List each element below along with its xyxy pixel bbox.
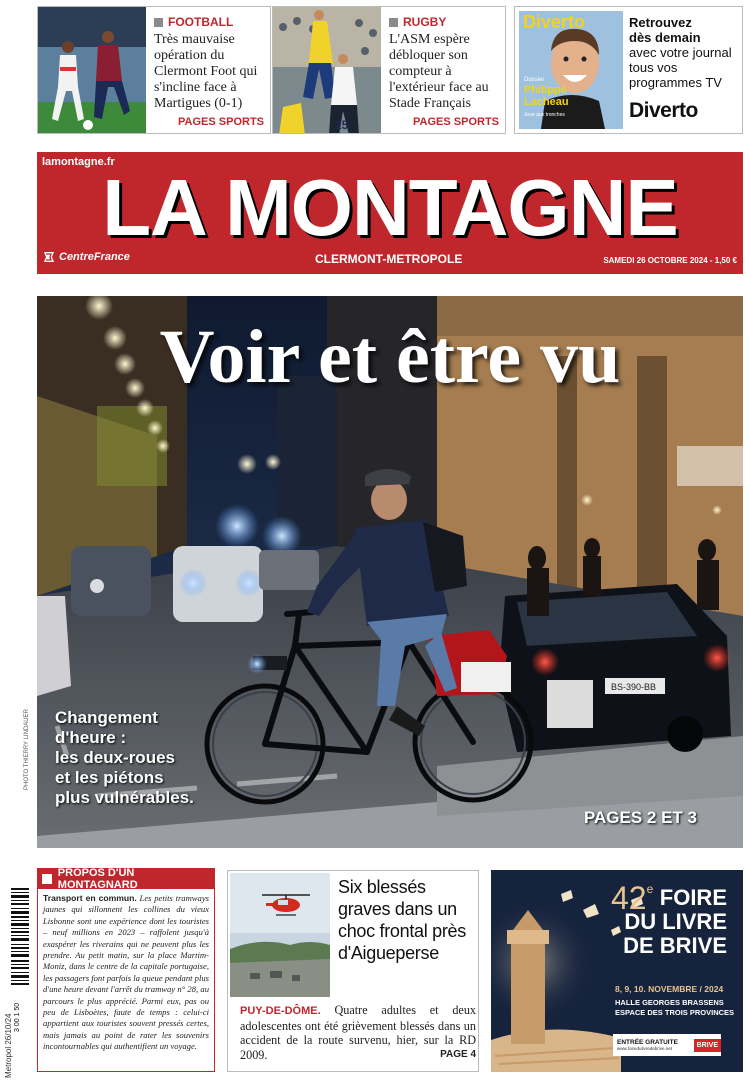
diverto-cover-kicker: Dossier (524, 77, 545, 83)
rugby-kicker (389, 15, 505, 29)
football-kicker-label: FOOTBALL (168, 15, 234, 29)
propos-header-label: PROPOS D'UN MONTAGNARD (57, 867, 138, 891)
promo-line-3: avec votre journal (629, 45, 732, 60)
ad-title-line-2: DU LIVRE (624, 909, 727, 934)
newspaper-title: LA MONTAGNE (102, 163, 678, 252)
rugby-kicker-label: RUGBY (403, 15, 447, 29)
ad-entry: ENTRÉE GRATUITE (617, 1039, 678, 1046)
news-body (240, 1003, 476, 1062)
site-url[interactable]: lamontagne.fr (42, 156, 115, 168)
diverto-brand-logo: Diverto (629, 99, 698, 122)
football-photo (38, 7, 146, 133)
news-text: Quatre adultes et deux adolescentes ont été grièvement blessés dans un accident de la route survenu, hier, sur la RD 2009. (240, 1003, 477, 1062)
rugby-pages-link[interactable]: PAGES SPORTS (413, 116, 499, 128)
svg-text:15: 15 (335, 118, 349, 132)
deck-line: plus vulnérables. (55, 788, 194, 807)
promo-line-1: Retrouvez (629, 15, 692, 30)
diverto-cover (519, 11, 623, 129)
main-deck (55, 708, 194, 808)
main-pages-link[interactable]: PAGES 2 ET 3 (583, 808, 697, 827)
ad-url[interactable]: www.foiredulivredebrive.net (617, 1046, 673, 1051)
rugby-teaser-text: L'ASM espère débloquer son compteur à l'extérieur face au Stade Français (389, 32, 489, 111)
centrefrance-logo (42, 250, 130, 264)
ad-venue-line-1: HALLE GEORGES BRASSENS (615, 998, 724, 1007)
kicker-square-icon (389, 18, 398, 27)
diverto-cover-name: Philippe Lacheau (524, 84, 569, 108)
propos-lead: Transport en commun. (43, 893, 137, 903)
diverto-cover-masthead: Diverto (523, 12, 586, 32)
masthead (37, 152, 743, 274)
centrefrance-icon (42, 250, 56, 264)
edition-code: Metropol 26/10/24 (4, 1013, 13, 1078)
date-price: SAMEDI 26 OCTOBRE 2024 - 1,50 € (603, 256, 737, 265)
propos-text (38, 889, 214, 1057)
ad-venue-line-2: ESPACE DES TROIS PROVINCES (615, 1008, 735, 1017)
ad-title-line-1: FOIRE (659, 885, 727, 910)
barcode-number: 3 00 1 50 (14, 1002, 21, 1032)
kicker-square-icon (154, 18, 163, 27)
photo-credit: PHOTO THIERRY LINDAUER (24, 709, 30, 790)
news-headline: Six blessés graves dans un choc frontal près d'Aigueperse (338, 877, 466, 963)
ad-title-line-3: DE BRIVE (623, 933, 727, 958)
teaser-rugby[interactable] (272, 6, 506, 134)
news-accident[interactable] (227, 870, 479, 1072)
foire-du-livre-ad[interactable] (491, 870, 743, 1072)
football-pages-link[interactable]: PAGES SPORTS (178, 116, 264, 128)
ad-footer-bar (613, 1034, 721, 1056)
deck-line: d'heure : (55, 728, 127, 747)
promo-line-2: dès demain (629, 30, 701, 45)
promo-line-4: tous vos (629, 60, 678, 75)
diverto-promo[interactable] (514, 6, 743, 134)
main-headline: Voir et être vu (159, 315, 621, 399)
diverto-cover-caption: Joue aux tronches (524, 112, 565, 118)
brive-logo: BRIVE (694, 1039, 721, 1052)
news-page-link[interactable]: PAGE 4 (440, 1048, 476, 1060)
license-plate: BS-390-BB (611, 682, 657, 692)
centrefrance-label: CentreFrance (59, 251, 130, 263)
header-square-icon (42, 874, 52, 884)
promo-line-5: programmes TV (629, 75, 722, 90)
deck-line: et les piétons (55, 768, 164, 787)
propos-column[interactable] (37, 868, 215, 1072)
helicopter-photo (230, 873, 330, 997)
deck-line: les deux-roues (55, 748, 175, 767)
edition-name: CLERMONT-METROPOLE (315, 252, 463, 266)
rugby-photo (273, 7, 381, 133)
deck-line: Changement (55, 708, 158, 727)
football-kicker (154, 15, 270, 29)
ad-edition-number: 42 (611, 880, 647, 916)
propos-body: Les petits tramways jaunes qui sillonnent les collines du vieux Lisbonne sont une expérience dont les touristes – neuf millions en 2023 – raffolent jusqu'à exaspérer les riverains qui ne peuvent plus les prendre. Au petit matin, sur la place Martim-Moniz, dans le centre de la capitale portugaise, les passagers font parfois la queue pendant plus d'une heure devant l'arrêt du tramway n° 28, au parcours le plus apprécié. Parmi eux, pas ou peu de Lisboètes, faute de temps : celui-ci appartient aux touristes souvent pressés certes, mais jamais au point de rater les souvenirs incontournables qui authentifient un voyage. (43, 893, 209, 1052)
football-teaser-text: Très mauvaise opération du Clermont Foot qui s'incline face à Martigues (0-1) (154, 32, 258, 111)
propos-header (38, 869, 214, 889)
main-story[interactable] (37, 296, 743, 848)
teaser-football[interactable] (37, 6, 271, 134)
ad-edition-suffix: e (646, 882, 654, 896)
news-location: PUY-DE-DÔME. (240, 1005, 321, 1017)
ad-dates: 8, 9, 10. NOVEMBRE / 2024 (615, 984, 724, 994)
